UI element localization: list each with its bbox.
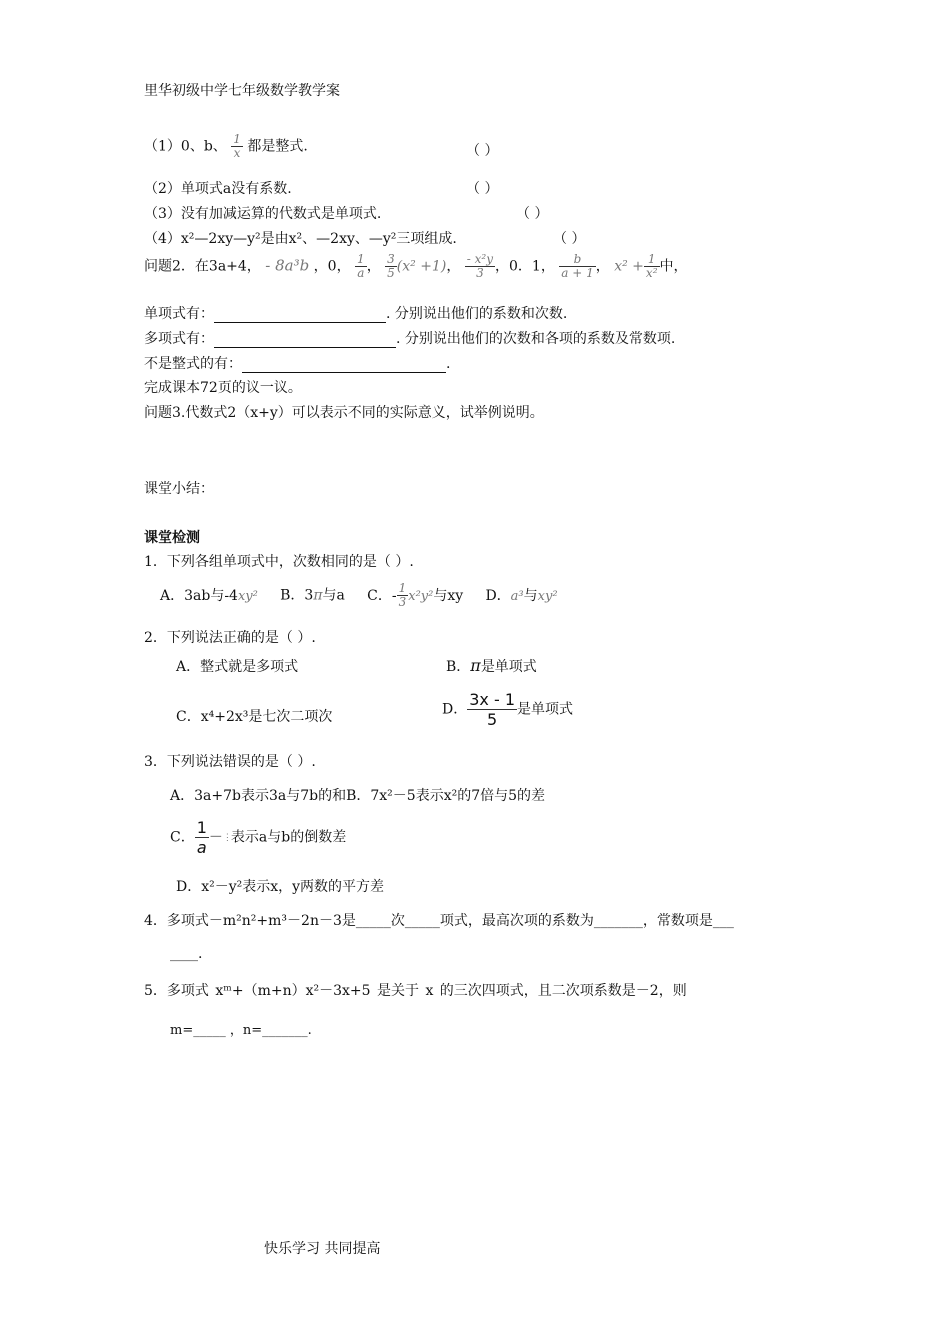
problem-2-expressions: 问题2．在3a+4， - 8a³b ，0， $\frac{1}{a}$ ， $\frac{3}{5}$ (x² +1)， $\frac{\text{- x²y}}{3}$ ，0．1， $\frac{b}{a + 1}$ ， x² + $\frac{1}{\text{x²}}$ 中，: [144, 252, 688, 280]
expr-x2-plus: x² +: [614, 258, 644, 275]
monomials-blank[interactable]: [214, 306, 386, 323]
polynomials-tail: . 分别说出他们的次数和各项的系数及常数项.: [396, 331, 676, 347]
polynomials-blank[interactable]: [214, 331, 396, 348]
problem-2-intro: 问题2．在3a+4，: [144, 258, 261, 275]
check-q1-option-c[interactable]: C．- $\frac{1}{3}$ x²y²与xy: [367, 581, 464, 609]
judgment-2-answer[interactable]: （ ）: [466, 181, 499, 197]
judgment-3-answer[interactable]: （ ）: [516, 206, 549, 222]
separator-mid: ，0．1，: [495, 258, 555, 275]
page-header: 里华初级中学七年级数学教学案: [144, 83, 340, 99]
judgment-1-answer[interactable]: （ ）: [466, 143, 499, 159]
fraction-neg-x2y-over-3: $\frac{\text{- x²y}}{3}$: [466, 252, 493, 280]
judgment-4-answer[interactable]: （ ）: [553, 231, 586, 247]
check-q1-option-b[interactable]: B．3π与a: [280, 587, 345, 604]
check-q4-tail: ____.: [170, 946, 203, 962]
check-q1-option-a[interactable]: A．3ab与-4xy²: [160, 587, 258, 604]
monomials-tail: . 分别说出他们的系数和次数.: [386, 306, 568, 322]
non-integral-line: [144, 353, 450, 373]
polynomials-label: 多项式有：: [144, 331, 214, 347]
textbook-task: 完成课本72页的议一议。: [144, 380, 302, 396]
non-integral-label: 不是整式的有：: [144, 356, 242, 372]
monomials-line: [144, 303, 567, 323]
check-q2-option-a[interactable]: A．整式就是多项式: [176, 659, 299, 675]
separator: ，0，: [313, 258, 351, 275]
check-q3-option-ab[interactable]: A．3a+7b表示3a与7b的和B．7x²－5表示x²的7倍与5的差: [170, 788, 546, 804]
problem-2-end: 中，: [659, 258, 688, 275]
judgment-1-text: （1）0、b、: [144, 138, 227, 155]
fraction-1-over-x2: $\frac{1}{\text{x²}}$: [645, 252, 658, 280]
fraction-1-over-a: $\frac{1}{a}$: [357, 252, 365, 280]
check-q1-options: [160, 582, 558, 609]
polynomials-line: [144, 328, 675, 348]
judgment-4: （4）x²—2xy—y²是由x²、—2xy、—y²三项组成.: [144, 231, 457, 247]
problem-3: 问题3.代数式2（x+y）可以表示不同的实际意义，试举例说明。: [144, 405, 544, 421]
summary-label: 课堂小结：: [144, 481, 214, 497]
check-q4: 4．多项式－m²n²+m³－2n－3是_____次_____项式，最高次项的系数为_______，常数项是___: [144, 913, 734, 929]
expr-x2-plus-1: (x² +1): [396, 258, 447, 275]
check-q3-option-d[interactable]: D．x²－y²表示x，y两数的平方差: [176, 879, 385, 895]
check-q2-option-c[interactable]: C．x⁴+2x³是七次二项次: [176, 709, 333, 725]
non-integral-tail: .: [446, 356, 451, 372]
judgment-1-tail: 都是整式.: [247, 138, 308, 155]
garbled-fraction-icon: ⋮: [222, 832, 232, 843]
fraction-1-over-x: $\frac{1}{x}$: [233, 132, 241, 160]
check-q5-tail: m=_____ ，n=_______.: [170, 1023, 312, 1038]
check-q2-option-d[interactable]: D． $\frac{3x - 1}{5}$ 是单项式: [442, 690, 574, 729]
judgment-1: [144, 133, 308, 160]
check-q2-stem: 2．下列说法正确的是（ ）.: [144, 630, 316, 646]
monomials-label: 单项式有：: [144, 306, 214, 322]
check-q1-stem: 1．下列各组单项式中，次数相同的是（ ）.: [144, 554, 414, 570]
non-integral-blank[interactable]: [242, 356, 446, 373]
judgment-3: （3）没有加减运算的代数式是单项式.: [144, 206, 382, 222]
check-q3-stem: 3．下列说法错误的是（ ）.: [144, 754, 316, 770]
check-title: 课堂检测: [144, 530, 200, 546]
fraction-1-over-a: $\frac{1}{a}$: [196, 818, 207, 857]
judgment-2: （2）单项式a没有系数.: [144, 181, 292, 197]
fraction-3-over-5: $\frac{3}{5}$: [387, 252, 395, 280]
check-q5: 5．多项式 xᵐ+（m+n）x²－3x+5 是关于 x 的三次四项式，且二次项系数是－2，则: [144, 983, 687, 999]
fraction-3x-1-over-5: $\frac{3x - 1}{5}$: [469, 690, 516, 729]
fraction-b-over-a-plus-1: $\frac{b}{a + 1}$: [561, 252, 594, 280]
check-q2-option-b[interactable]: B．π是单项式: [446, 656, 537, 675]
check-q3-option-c[interactable]: C． $\frac{1}{a}$ －⋮表示a与b的倒数差: [170, 818, 347, 857]
fraction-1-over-3: $\frac{1}{3}$: [398, 581, 407, 609]
page-footer: 快乐学习 共同提高: [264, 1241, 381, 1257]
check-q1-option-d[interactable]: D．a³与xy²: [485, 587, 558, 604]
expr-8a3b: - 8a³b: [265, 256, 310, 275]
